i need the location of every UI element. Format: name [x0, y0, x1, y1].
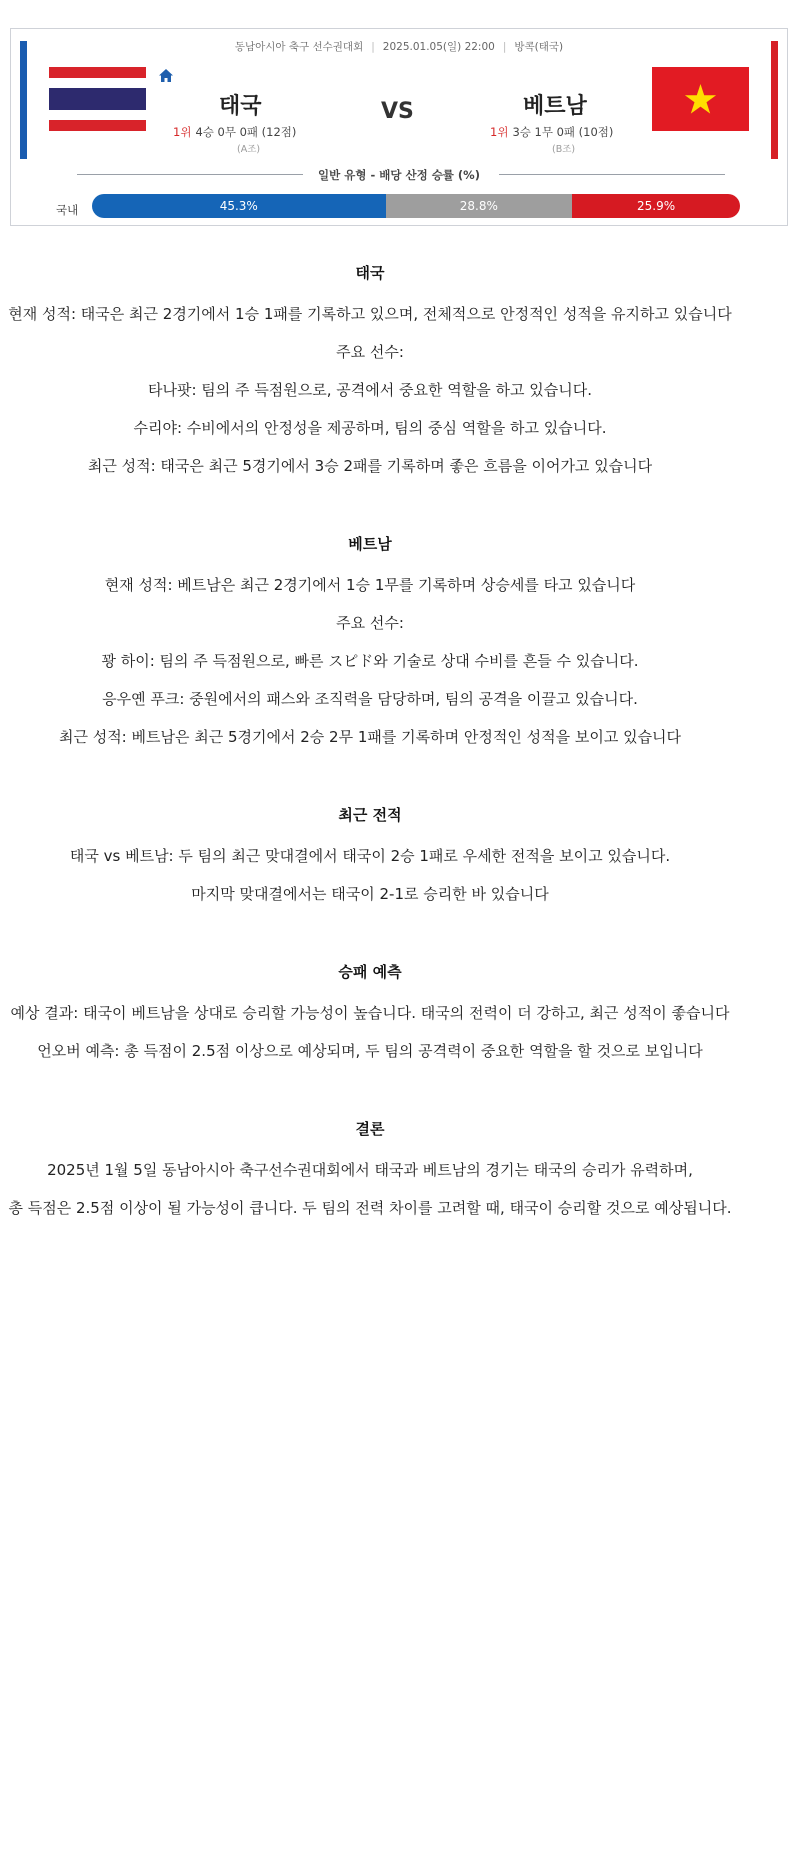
vietnam-player-1: 꽝 하이: 팀의 주 득점원으로, 빠른 スピド와 기술로 상대 수비를 흔들 수 있습니다. — [101, 652, 639, 670]
thailand-player-2: 수리야: 수비에서의 안정성을 제공하며, 팀의 중심 역할을 하고 있습니다. — [133, 419, 607, 437]
match-meta — [11, 39, 787, 54]
thailand-recent: 최근 성적: 태국은 최근 5경기에서 3승 2패를 기록하며 좋은 흐름을 이어가고 있습니다 — [87, 457, 653, 475]
odds-title: 일반 유형 - 배당 산정 승률 (%) — [318, 168, 480, 182]
odds-home-segment — [92, 194, 386, 218]
home-record-text: 4승 0무 0패 (12점) — [195, 125, 297, 139]
match-datetime: 2025.01.05(일) 22:00 — [382, 41, 495, 53]
away-rank: 1위 — [490, 125, 509, 139]
prediction-over-under: 언오버 예측: 총 득점이 2.5점 이상으로 예상되며, 두 팀의 공격력이 중요한 역할을 할 것으로 보입니다 — [37, 1042, 703, 1060]
conclusion-line-2: 총 득점은 2.5점 이상이 될 가능성이 큽니다. 두 팀의 전력 차이를 고려할 때, 태국이 승리할 것으로 예상됩니다. — [8, 1199, 732, 1217]
section-heading-head-to-head: 최근 전적 — [338, 806, 402, 824]
vietnam-flag-icon — [652, 67, 749, 131]
odds-away-segment — [572, 194, 740, 218]
section-heading-conclusion: 결론 — [355, 1120, 385, 1138]
home-record — [173, 124, 296, 140]
thailand-key-players: 주요 선수: — [336, 343, 404, 361]
odds-bar — [92, 194, 740, 218]
match-card — [10, 28, 788, 226]
vietnam-current: 현재 성적: 베트남은 최근 2경기에서 1승 1무를 기록하며 상승세를 타고 있습니다 — [104, 576, 636, 594]
away-color-stripe — [771, 41, 778, 159]
thailand-flag-icon — [49, 67, 146, 131]
article — [0, 262, 740, 1235]
vietnam-key-players: 주요 선수: — [336, 614, 404, 632]
vietnam-player-2: 응우옌 푸크: 중원에서의 패스와 조직력을 담당하며, 팀의 공격을 이끌고 있습니다. — [102, 690, 638, 708]
home-icon — [157, 67, 175, 85]
thailand-player-1: 타나팟: 팀의 주 득점원으로, 공격에서 중요한 역할을 하고 있습니다. — [148, 381, 592, 399]
odds-draw-value: 28.8% — [459, 199, 498, 213]
vs-label: VS — [381, 99, 414, 124]
odds-row-label: 국내 — [56, 203, 79, 217]
prediction-result: 예상 결과: 태국이 베트남을 상대로 승리할 가능성이 높습니다. 태국의 전력이 더 강하고, 최근 성적이 좋습니다 — [10, 1004, 730, 1022]
divider-right — [499, 174, 725, 175]
section-heading-thailand: 태국 — [355, 264, 385, 282]
odds-draw-segment — [386, 194, 573, 218]
home-group: (A조) — [237, 144, 261, 155]
away-team-name: 베트남 — [523, 94, 587, 119]
odds-home-value: 45.3% — [219, 199, 258, 213]
away-record — [490, 124, 613, 140]
home-color-stripe — [20, 41, 27, 159]
home-team-name: 태국 — [219, 94, 262, 119]
meta-separator: | — [371, 41, 375, 53]
conclusion-line-1: 2025년 1월 5일 동남아시아 축구선수권대회에서 태국과 베트남의 경기는 태국의 승리가 유력하며, — [47, 1161, 693, 1179]
head-to-head-last: 마지막 맞대결에서는 태국이 2-1로 승리한 바 있습니다 — [191, 885, 549, 903]
away-record-text: 3승 1무 0패 (10점) — [512, 125, 614, 139]
odds-away-value: 25.9% — [636, 199, 676, 213]
league-name: 동남아시아 축구 선수권대회 — [234, 41, 364, 53]
home-rank: 1위 — [173, 125, 192, 139]
head-to-head-summary: 태국 vs 베트남: 두 팀의 최근 맞대결에서 태국이 2승 1패로 우세한 전적을 보이고 있습니다. — [69, 847, 671, 865]
thailand-current: 현재 성적: 태국은 최근 2경기에서 1승 1패를 기록하고 있으며, 전체적으로 안정적인 성적을 유지하고 있습니다 — [8, 305, 732, 323]
match-venue: 방콕(태국) — [514, 41, 564, 53]
section-heading-vietnam: 베트남 — [348, 535, 392, 553]
vietnam-recent: 최근 성적: 베트남은 최근 5경기에서 2승 2무 1패를 기록하며 안정적인 성적을 보이고 있습니다 — [58, 728, 682, 746]
section-heading-prediction: 승패 예측 — [338, 963, 402, 981]
away-group: (B조) — [552, 144, 576, 155]
meta-separator: | — [502, 41, 507, 53]
